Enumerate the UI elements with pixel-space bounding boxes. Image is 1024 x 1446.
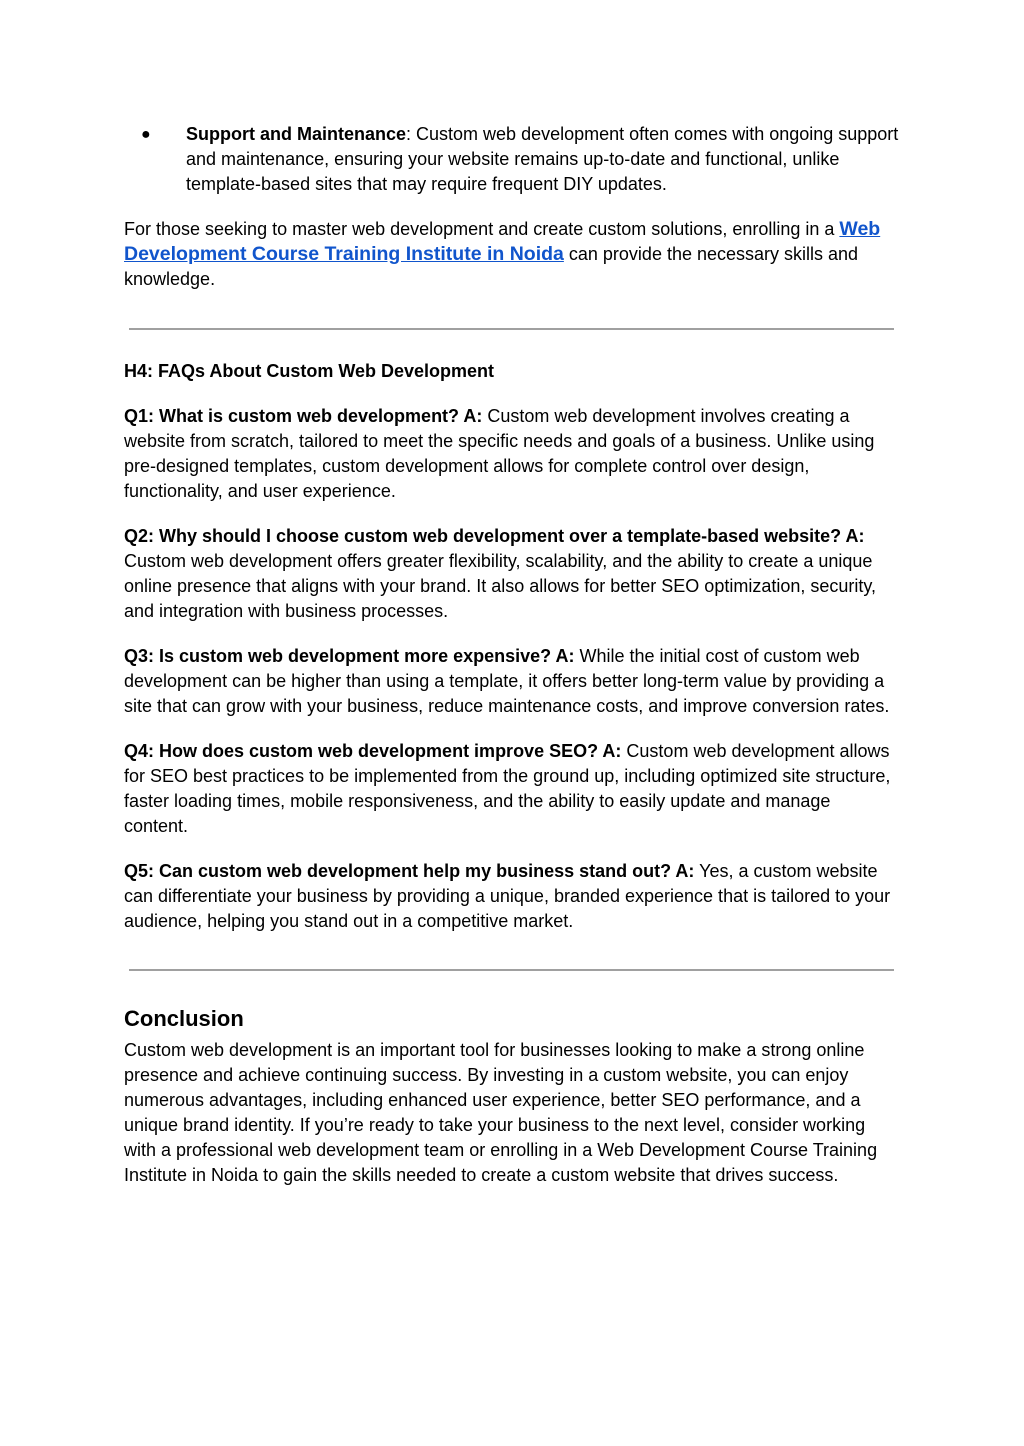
faq-answer: Custom web development offers greater flexibility, scalability, and the ability to create a unique online presence that aligns with your brand. It also allows for better SEO optimization, security, and integration with business processes. <box>124 551 877 621</box>
bullet-list-item <box>124 122 899 197</box>
faq-question: Q5: Can custom web development help my business stand out? A: <box>124 861 695 881</box>
faq-question: Q4: How does custom web development improve SEO? A: <box>124 741 622 761</box>
faq-item <box>124 859 899 934</box>
intro-paragraph <box>124 217 899 292</box>
bullet-title: Support and Maintenance <box>186 124 407 144</box>
faq-answer: Yes, a custom website can differentiate your business by providing a unique, branded experience that is tailored to your audience, helping you stand out in a competitive market. <box>124 861 891 931</box>
faq-item <box>124 404 899 504</box>
faq-question: Q3: Is custom web development more expensive? A: <box>124 646 575 666</box>
faq-answer: Custom web development allows for SEO best practices to be implemented from the ground up, including optimized site structure, faster loading times, mobile responsiveness, and the ability to easily update and manage content. <box>124 741 891 836</box>
conclusion-heading: Conclusion <box>124 1006 244 1031</box>
faq-item <box>124 524 899 624</box>
intro-text-before: For those seeking to master web development and create custom solutions, enrolling in a <box>124 219 840 239</box>
faq-answer: While the initial cost of custom web development can be higher than using a template, it offers better long-term value by providing a site that can grow with your business, reduce maintenance costs, and improve conversion rates. <box>124 646 890 716</box>
faq-answer: Custom web development involves creating a website from scratch, tailored to meet the specific needs and goals of a business. Unlike using pre-designed templates, custom development allows for complete control over design, functionality, and user experience. <box>124 406 875 501</box>
conclusion-paragraph: Custom web development is an important tool for businesses looking to make a strong online presence and achieve continuing success. By investing in a custom website, you can enjoy numerous advantages, including enhanced user experience, better SEO performance, and a unique brand identity. If you’re ready to take your business to the next level, consider working with a professional web development team or enrolling in a Web Development Course Training Institute in Noida to gain the skills needed to create a custom website that drives success. <box>124 1040 878 1185</box>
divider <box>129 969 894 971</box>
intro-text-after: can provide the necessary skills and knowledge. <box>124 244 859 289</box>
faq-question: Q2: Why should I choose custom web development over a template-based website? A: <box>124 526 865 546</box>
bullet-text: : Custom web development often comes with ongoing support and maintenance, ensuring your website remains up-to-date and functional, unlike template-based sites that may require frequent DIY updates. <box>186 124 899 194</box>
divider <box>129 328 894 330</box>
course-link[interactable]: Web Development Course Training Institute in Noida <box>124 218 881 265</box>
document-page <box>124 122 899 1188</box>
bullet-paragraph <box>186 122 899 197</box>
bullet-dot-icon: ● <box>141 126 151 143</box>
faq-question: Q1: What is custom web development? A: <box>124 406 483 426</box>
faq-item <box>124 739 899 839</box>
faq-item <box>124 644 899 719</box>
faq-heading: H4: FAQs About Custom Web Development <box>124 361 495 381</box>
